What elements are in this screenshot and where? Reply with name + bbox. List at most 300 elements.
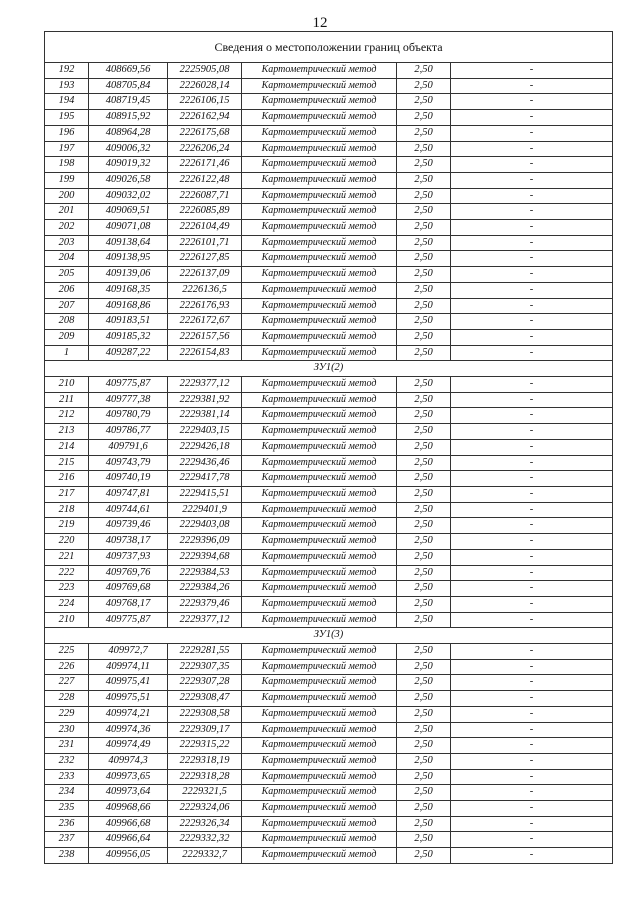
method-cell: Картометрический метод [242,267,397,283]
method-cell: Картометрический метод [242,94,397,110]
y-coordinate-cell: 2229377,12 [168,377,242,393]
point-number-cell: 237 [45,832,89,848]
method-cell: Картометрический метод [242,785,397,801]
point-number-cell: 200 [45,188,89,204]
y-coordinate-cell: 2229403,15 [168,424,242,440]
table-row [45,314,613,330]
accuracy-cell: 2,50 [397,78,451,94]
method-cell: Картометрический метод [242,549,397,565]
table-row [45,298,613,314]
y-coordinate-cell: 2226172,67 [168,314,242,330]
method-cell: Картометрический метод [242,282,397,298]
table-row [45,565,613,581]
point-number-cell: 201 [45,204,89,220]
accuracy-cell: 2,50 [397,596,451,612]
y-coordinate-cell: 2229318,28 [168,769,242,785]
description-cell: - [451,282,613,298]
description-cell: - [451,251,613,267]
description-cell: - [451,298,613,314]
description-cell: - [451,801,613,817]
table-row [45,141,613,157]
point-number-cell: 224 [45,596,89,612]
x-coordinate-cell: 408915,92 [89,110,168,126]
accuracy-cell: 2,50 [397,502,451,518]
y-coordinate-cell: 2226106,15 [168,94,242,110]
accuracy-cell: 2,50 [397,486,451,502]
method-cell: Картометрический метод [242,408,397,424]
y-coordinate-cell: 2229379,46 [168,596,242,612]
table-row [45,188,613,204]
description-cell: - [451,424,613,440]
description-cell: - [451,612,613,628]
y-coordinate-cell: 2226136,5 [168,282,242,298]
table-row [45,801,613,817]
point-number-cell: 217 [45,486,89,502]
y-coordinate-cell: 2226122,48 [168,172,242,188]
y-coordinate-cell: 2226104,49 [168,220,242,236]
method-cell: Картометрический метод [242,738,397,754]
point-number-cell: 209 [45,329,89,345]
method-cell: Картометрический метод [242,392,397,408]
table-row [45,345,613,361]
table-row [45,612,613,628]
table-row [45,675,613,691]
description-cell: - [451,549,613,565]
table-row [45,251,613,267]
x-coordinate-cell: 409071,08 [89,220,168,236]
y-coordinate-cell: 2229403,08 [168,518,242,534]
description-cell: - [451,832,613,848]
y-coordinate-cell: 2226206,24 [168,141,242,157]
method-cell: Картометрический метод [242,581,397,597]
method-cell: Картометрический метод [242,345,397,361]
y-coordinate-cell: 2229307,35 [168,659,242,675]
point-number-cell: 207 [45,298,89,314]
x-coordinate-cell: 409738,17 [89,534,168,550]
accuracy-cell: 2,50 [397,439,451,455]
table-title-row [45,32,613,63]
x-coordinate-cell: 409737,93 [89,549,168,565]
accuracy-cell: 2,50 [397,785,451,801]
x-coordinate-cell: 409974,21 [89,706,168,722]
point-number-cell: 196 [45,125,89,141]
accuracy-cell: 2,50 [397,377,451,393]
accuracy-cell: 2,50 [397,298,451,314]
method-cell: Картометрический метод [242,848,397,864]
table-row [45,738,613,754]
method-cell: Картометрический метод [242,63,397,79]
accuracy-cell: 2,50 [397,94,451,110]
y-coordinate-cell: 2229381,92 [168,392,242,408]
x-coordinate-cell: 409974,11 [89,659,168,675]
x-coordinate-cell: 409975,51 [89,691,168,707]
method-cell: Картометрический метод [242,172,397,188]
point-number-cell: 231 [45,738,89,754]
method-cell: Картометрический метод [242,769,397,785]
x-coordinate-cell: 409775,87 [89,377,168,393]
y-coordinate-cell: 2229377,12 [168,612,242,628]
description-cell: - [451,518,613,534]
table-row [45,769,613,785]
point-number-cell: 227 [45,675,89,691]
x-coordinate-cell: 409791,6 [89,439,168,455]
x-coordinate-cell: 409183,51 [89,314,168,330]
method-cell: Картометрический метод [242,486,397,502]
description-cell: - [451,329,613,345]
description-cell: - [451,157,613,173]
method-cell: Картометрический метод [242,78,397,94]
x-coordinate-cell: 409747,81 [89,486,168,502]
point-number-cell: 236 [45,816,89,832]
accuracy-cell: 2,50 [397,691,451,707]
description-cell: - [451,439,613,455]
description-cell: - [451,188,613,204]
accuracy-cell: 2,50 [397,392,451,408]
x-coordinate-cell: 409032,02 [89,188,168,204]
method-cell: Картометрический метод [242,314,397,330]
table-row [45,282,613,298]
method-cell: Картометрический метод [242,125,397,141]
description-cell: - [451,471,613,487]
table-row [45,596,613,612]
table-row [45,392,613,408]
table-row [45,125,613,141]
accuracy-cell: 2,50 [397,738,451,754]
point-number-cell: 211 [45,392,89,408]
method-cell: Картометрический метод [242,832,397,848]
x-coordinate-cell: 409769,68 [89,581,168,597]
x-coordinate-cell: 409786,77 [89,424,168,440]
y-coordinate-cell: 2226171,46 [168,157,242,173]
method-cell: Картометрический метод [242,816,397,832]
y-coordinate-cell: 2226127,85 [168,251,242,267]
description-cell: - [451,235,613,251]
x-coordinate-cell: 409740,19 [89,471,168,487]
section-row [45,361,613,377]
accuracy-cell: 2,50 [397,314,451,330]
y-coordinate-cell: 2229307,28 [168,675,242,691]
point-number-cell: 216 [45,471,89,487]
accuracy-cell: 2,50 [397,141,451,157]
x-coordinate-cell: 409974,3 [89,753,168,769]
accuracy-cell: 2,50 [397,345,451,361]
description-cell: - [451,565,613,581]
table-row [45,63,613,79]
accuracy-cell: 2,50 [397,471,451,487]
description-cell: - [451,455,613,471]
description-cell: - [451,596,613,612]
point-number-cell: 223 [45,581,89,597]
table-row [45,78,613,94]
x-coordinate-cell: 408669,56 [89,63,168,79]
y-coordinate-cell: 2229426,18 [168,439,242,455]
method-cell: Картометрический метод [242,596,397,612]
point-number-cell: 194 [45,94,89,110]
table-row [45,471,613,487]
x-coordinate-cell: 409972,7 [89,644,168,660]
accuracy-cell: 2,50 [397,832,451,848]
y-coordinate-cell: 2229326,34 [168,816,242,832]
x-coordinate-cell: 409780,79 [89,408,168,424]
x-coordinate-cell: 409974,36 [89,722,168,738]
y-coordinate-cell: 2229417,78 [168,471,242,487]
table-row [45,486,613,502]
point-number-cell: 203 [45,235,89,251]
x-coordinate-cell: 409973,65 [89,769,168,785]
accuracy-cell: 2,50 [397,63,451,79]
point-number-cell: 212 [45,408,89,424]
table-row [45,644,613,660]
point-number-cell: 220 [45,534,89,550]
point-number-cell: 234 [45,785,89,801]
table-row [45,549,613,565]
y-coordinate-cell: 2226176,93 [168,298,242,314]
accuracy-cell: 2,50 [397,549,451,565]
accuracy-cell: 2,50 [397,455,451,471]
accuracy-cell: 2,50 [397,157,451,173]
description-cell: - [451,722,613,738]
x-coordinate-cell: 409777,38 [89,392,168,408]
description-cell: - [451,738,613,754]
accuracy-cell: 2,50 [397,612,451,628]
accuracy-cell: 2,50 [397,706,451,722]
table-row [45,94,613,110]
x-coordinate-cell: 409019,32 [89,157,168,173]
y-coordinate-cell: 2229394,68 [168,549,242,565]
accuracy-cell: 2,50 [397,675,451,691]
section-label: ЗУ1(3) [45,628,613,644]
point-number-cell: 210 [45,377,89,393]
y-coordinate-cell: 2229281,55 [168,644,242,660]
x-coordinate-cell: 409974,49 [89,738,168,754]
method-cell: Картометрический метод [242,235,397,251]
description-cell: - [451,141,613,157]
method-cell: Картометрический метод [242,204,397,220]
y-coordinate-cell: 2226101,71 [168,235,242,251]
description-cell: - [451,110,613,126]
y-coordinate-cell: 2225905,08 [168,63,242,79]
table-row [45,659,613,675]
description-cell: - [451,502,613,518]
table-row [45,832,613,848]
method-cell: Картометрический метод [242,251,397,267]
accuracy-cell: 2,50 [397,329,451,345]
x-coordinate-cell: 409975,41 [89,675,168,691]
accuracy-cell: 2,50 [397,251,451,267]
method-cell: Картометрический метод [242,439,397,455]
method-cell: Картометрический метод [242,612,397,628]
accuracy-cell: 2,50 [397,110,451,126]
boundary-coordinates-table [44,31,613,864]
x-coordinate-cell: 409956,05 [89,848,168,864]
y-coordinate-cell: 2229381,14 [168,408,242,424]
description-cell: - [451,816,613,832]
description-cell: - [451,769,613,785]
table-row [45,753,613,769]
description-cell: - [451,94,613,110]
table-row [45,502,613,518]
accuracy-cell: 2,50 [397,172,451,188]
method-cell: Картометрический метод [242,110,397,126]
y-coordinate-cell: 2226157,56 [168,329,242,345]
point-number-cell: 230 [45,722,89,738]
point-number-cell: 226 [45,659,89,675]
x-coordinate-cell: 408964,28 [89,125,168,141]
point-number-cell: 218 [45,502,89,518]
y-coordinate-cell: 2226085,89 [168,204,242,220]
point-number-cell: 232 [45,753,89,769]
method-cell: Картометрический метод [242,644,397,660]
y-coordinate-cell: 2229332,32 [168,832,242,848]
method-cell: Картометрический метод [242,691,397,707]
x-coordinate-cell: 409138,64 [89,235,168,251]
point-number-cell: 238 [45,848,89,864]
x-coordinate-cell: 409743,79 [89,455,168,471]
point-number-cell: 204 [45,251,89,267]
table-row [45,722,613,738]
description-cell: - [451,581,613,597]
accuracy-cell: 2,50 [397,659,451,675]
y-coordinate-cell: 2229309,17 [168,722,242,738]
point-number-cell: 210 [45,612,89,628]
point-number-cell: 198 [45,157,89,173]
table-row [45,220,613,236]
table-row [45,408,613,424]
y-coordinate-cell: 2229308,58 [168,706,242,722]
page-number: 12 [312,15,328,31]
accuracy-cell: 2,50 [397,267,451,283]
y-coordinate-cell: 2229436,46 [168,455,242,471]
table-row [45,534,613,550]
method-cell: Картометрический метод [242,329,397,345]
point-number-cell: 197 [45,141,89,157]
table-row [45,439,613,455]
method-cell: Картометрический метод [242,753,397,769]
x-coordinate-cell: 409966,68 [89,816,168,832]
description-cell: - [451,377,613,393]
description-cell: - [451,691,613,707]
point-number-cell: 208 [45,314,89,330]
y-coordinate-cell: 2229415,51 [168,486,242,502]
y-coordinate-cell: 2229332,7 [168,848,242,864]
description-cell: - [451,486,613,502]
method-cell: Картометрический метод [242,675,397,691]
method-cell: Картометрический метод [242,424,397,440]
accuracy-cell: 2,50 [397,518,451,534]
y-coordinate-cell: 2229401,9 [168,502,242,518]
x-coordinate-cell: 409769,76 [89,565,168,581]
table-row [45,816,613,832]
x-coordinate-cell: 409768,17 [89,596,168,612]
description-cell: - [451,675,613,691]
point-number-cell: 205 [45,267,89,283]
method-cell: Картометрический метод [242,706,397,722]
accuracy-cell: 2,50 [397,408,451,424]
description-cell: - [451,706,613,722]
x-coordinate-cell: 409744,61 [89,502,168,518]
description-cell: - [451,63,613,79]
y-coordinate-cell: 2229308,47 [168,691,242,707]
point-number-cell: 193 [45,78,89,94]
accuracy-cell: 2,50 [397,534,451,550]
point-number-cell: 228 [45,691,89,707]
point-number-cell: 206 [45,282,89,298]
method-cell: Картометрический метод [242,455,397,471]
description-cell: - [451,78,613,94]
x-coordinate-cell: 409026,58 [89,172,168,188]
point-number-cell: 222 [45,565,89,581]
accuracy-cell: 2,50 [397,816,451,832]
x-coordinate-cell: 409739,46 [89,518,168,534]
y-coordinate-cell: 2226162,94 [168,110,242,126]
y-coordinate-cell: 2226028,14 [168,78,242,94]
x-coordinate-cell: 409973,64 [89,785,168,801]
table-row [45,785,613,801]
point-number-cell: 219 [45,518,89,534]
y-coordinate-cell: 2229384,53 [168,565,242,581]
accuracy-cell: 2,50 [397,769,451,785]
description-cell: - [451,172,613,188]
description-cell: - [451,848,613,864]
table-row [45,172,613,188]
x-coordinate-cell: 409138,95 [89,251,168,267]
point-number-cell: 221 [45,549,89,565]
point-number-cell: 235 [45,801,89,817]
x-coordinate-cell: 409069,51 [89,204,168,220]
accuracy-cell: 2,50 [397,722,451,738]
accuracy-cell: 2,50 [397,565,451,581]
x-coordinate-cell: 409185,32 [89,329,168,345]
table-row [45,424,613,440]
x-coordinate-cell: 408719,45 [89,94,168,110]
method-cell: Картометрический метод [242,534,397,550]
method-cell: Картометрический метод [242,377,397,393]
table-row [45,848,613,864]
description-cell: - [451,204,613,220]
method-cell: Картометрический метод [242,220,397,236]
accuracy-cell: 2,50 [397,220,451,236]
accuracy-cell: 2,50 [397,801,451,817]
y-coordinate-cell: 2226175,68 [168,125,242,141]
section-label: ЗУ1(2) [45,361,613,377]
method-cell: Картометрический метод [242,141,397,157]
table-title: Сведения о местоположении границ объекта [45,32,613,63]
accuracy-cell: 2,50 [397,848,451,864]
method-cell: Картометрический метод [242,502,397,518]
x-coordinate-cell: 409966,64 [89,832,168,848]
table-row [45,691,613,707]
method-cell: Картометрический метод [242,298,397,314]
x-coordinate-cell: 409168,86 [89,298,168,314]
x-coordinate-cell: 409168,35 [89,282,168,298]
x-coordinate-cell: 409775,87 [89,612,168,628]
point-number-cell: 195 [45,110,89,126]
y-coordinate-cell: 2229324,06 [168,801,242,817]
accuracy-cell: 2,50 [397,125,451,141]
x-coordinate-cell: 409287,22 [89,345,168,361]
description-cell: - [451,659,613,675]
accuracy-cell: 2,50 [397,581,451,597]
section-row [45,628,613,644]
description-cell: - [451,345,613,361]
point-number-cell: 233 [45,769,89,785]
accuracy-cell: 2,50 [397,753,451,769]
x-coordinate-cell: 409139,06 [89,267,168,283]
method-cell: Картометрический метод [242,157,397,173]
table-row [45,267,613,283]
description-cell: - [451,644,613,660]
description-cell: - [451,220,613,236]
